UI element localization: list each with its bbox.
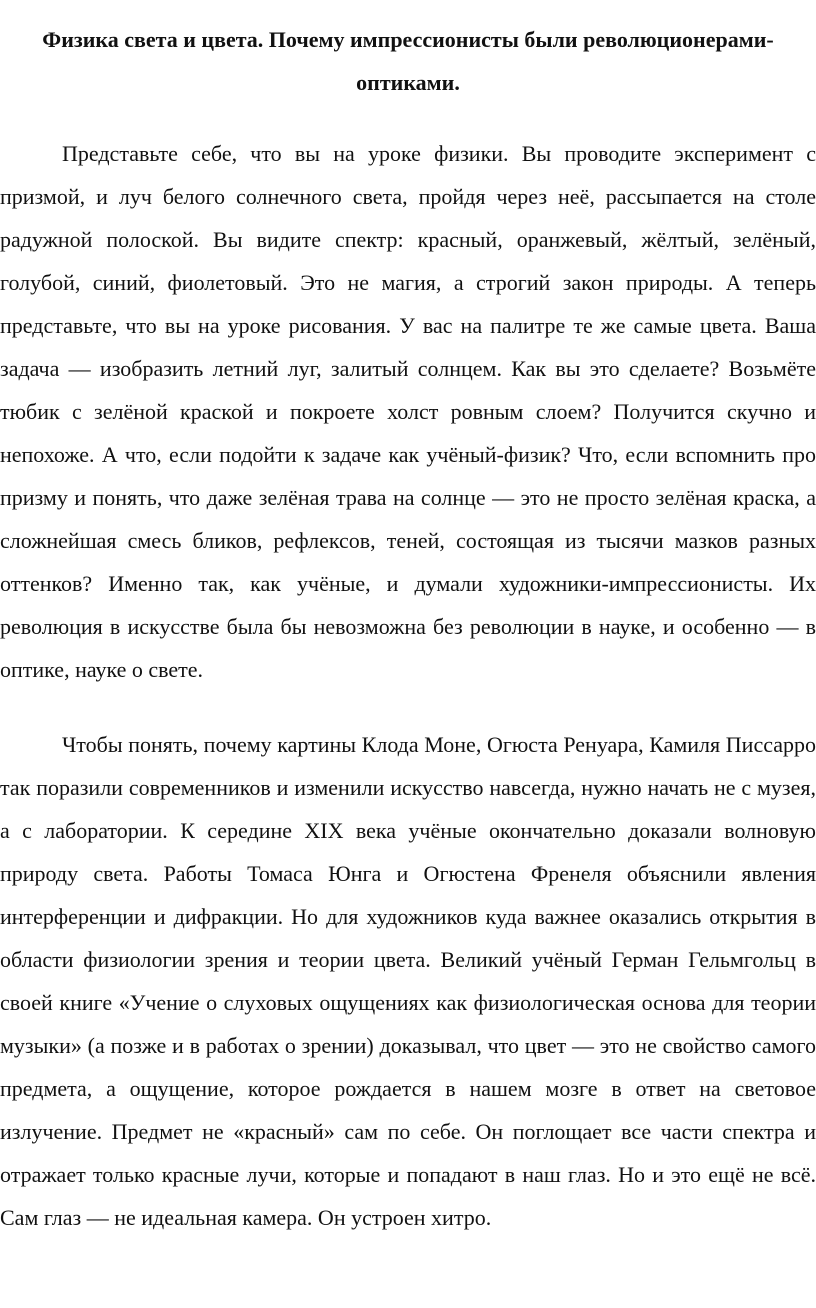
paragraph-1: Представьте себе, что вы на уроке физики. Вы проводите эксперимент с призмой, и луч белого солнечного света, пройдя через неё, рассыпается на столе радужной полоской. Вы видите спектр: красный, оранжевый, жёлтый, зелёный, голубой, синий, фиолетовый. Это не магия, а строгий закон природы. А теперь представьте, что вы на уроке рисования. У вас на палитре те же самые цвета. Ваша задача — изобразить летний луг, залитый солнцем. Как вы это сделаете? Возьмёте тюбик с зелёной краской и покроете холст ровным слоем? Получится скучно и непохоже. А что, если подойти к задаче как учёный-физик? Что, если вспомнить про призму и понять, что даже зелёная трава на солнце — это не просто зелёная краска, а сложнейшая смесь бликов, рефлексов, теней, состоящая из тысячи мазков разных оттенков? Именно так, как учёные, и думали художники-импрессионисты. Их революция в искусстве была бы невозможна без революции в науке, и особенно — в оптике, науке о свете.	[0, 141, 816, 682]
document-title: Физика света и цвета. Почему импрессионисты были революционерами-оптиками.	[42, 27, 774, 95]
paragraph-2: Чтобы понять, почему картины Клода Моне, Огюста Ренуара, Камиля Писсарро так поразили современников и изменили искусство навсегда, нужно начать не с музея, а с лаборатории. К середине XIX века учёные окончательно доказали волновую природу света. Работы Томаса Юнга и Огюстена Френеля объяснили явления интерференции и дифракции. Но для художников куда важнее оказались открытия в области физиологии зрения и теории цвета. Великий учёный Герман Гельмгольц в своей книге «Учение о слуховых ощущениях как физиологическая основа для теории музыки» (а позже и в работах о зрении) доказывал, что цвет — это не свойство самого предмета, а ощущение, которое рождается в нашем мозге в ответ на световое излучение. Предмет не «красный» сам по себе. Он поглощает все части спектра и отражает только красные лучи, которые и попадают в наш глаз. Но и это ещё не всё. Сам глаз — не идеальная камера. Он устроен хитро.	[0, 732, 816, 1230]
